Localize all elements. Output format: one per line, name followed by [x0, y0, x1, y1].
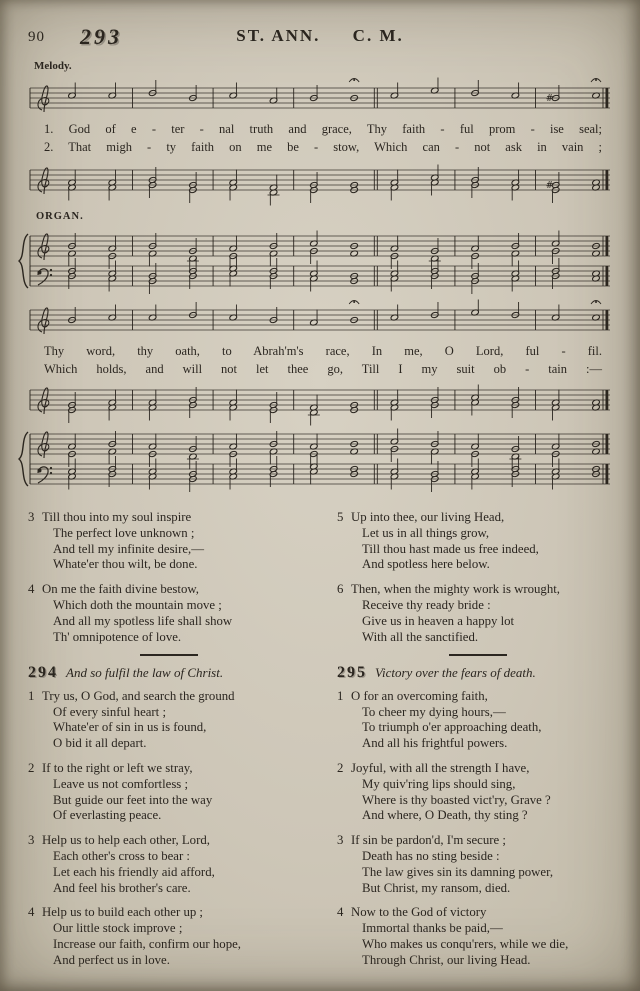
stanza-line: Of everlasting peace.	[53, 808, 162, 823]
stanza-line: But Christ, my ransom, died.	[362, 880, 511, 895]
stanza-line: Till thou into my soul inspire	[42, 510, 192, 524]
stanza-line: And where, O Death, thy sting ?	[362, 808, 528, 823]
stanza	[28, 510, 309, 573]
lyric-line-3: Thy word, thy oath, to Abrah'm's race, In me, O Lord, ful - fil.	[44, 344, 602, 358]
stanza-line: Death has no sting beside :	[362, 849, 500, 864]
page-header	[0, 26, 640, 56]
stanza-line: Each other's cross to bear :	[53, 849, 190, 864]
stanza	[337, 689, 618, 752]
stanza-line: Our little stock improve ;	[53, 921, 183, 936]
stanza-line: Till thou hast made us free indeed,	[362, 541, 539, 556]
stanza-number: 3	[28, 510, 35, 524]
tune-number: 293	[80, 24, 122, 49]
stanza-line: Whate'er thou wilt, be done.	[53, 557, 198, 572]
svg-text:#: #	[545, 94, 554, 104]
stanza-number: 1	[337, 688, 344, 703]
stanza-line: But guide our feet into the way	[53, 792, 213, 807]
stanza-number: 5	[337, 510, 344, 524]
stanza	[28, 905, 309, 968]
hymn-title: Victory over the fears of death.	[375, 664, 536, 680]
stanza-number: 3	[337, 833, 344, 848]
stanza-line: And feel his brother's care.	[53, 880, 191, 895]
lyric-line-4: Which holds, and will not let thee go, Till I my suit ob - tain :—	[44, 362, 602, 376]
stanza-number: 2	[337, 761, 344, 776]
stanza-line: The law gives sin its damning power,	[362, 864, 554, 879]
stanza-line: Up into thee, our living Head,	[351, 510, 505, 524]
stanza-line: Of every sinful heart ;	[53, 704, 166, 719]
stanza-line: And all my spotless life shall show	[53, 613, 233, 628]
stanza-number: 4	[337, 905, 344, 920]
stanza-number: 6	[337, 582, 344, 597]
stanza-line: The perfect love unknown ;	[53, 525, 195, 540]
stanza-line: Then, when the mighty work is wrought,	[351, 582, 560, 597]
verse-column-left	[28, 510, 309, 978]
stanza-line: And spotless here below.	[362, 557, 490, 572]
stanza-line: Receive thy ready bride :	[362, 597, 491, 612]
stanza-number: 3	[28, 833, 35, 848]
stanza-line: To triumph o'er approaching death,	[362, 720, 542, 735]
stanza-line: And all his frightful powers.	[362, 736, 508, 751]
stanza-line: Through Christ, our living Head.	[362, 952, 531, 967]
stanza-line: O bid it all depart.	[53, 736, 147, 751]
stanza	[337, 510, 618, 573]
verse-column-right	[337, 510, 618, 978]
stanza-line: O for an overcoming faith,	[351, 688, 488, 703]
stanza-line: Which doth the mountain move ;	[53, 597, 222, 612]
stanza	[337, 833, 618, 896]
stanza	[337, 582, 618, 645]
stanza-line: And perfect us in love.	[53, 952, 170, 967]
hymn-title: And so fulfil the law of Christ.	[66, 664, 224, 680]
stanza-line: Now to the God of victory	[351, 905, 487, 920]
stanza	[337, 905, 618, 968]
stanza-line: Where is thy boasted vict'ry, Grave ?	[362, 792, 551, 807]
hymn-number: 294	[28, 663, 58, 681]
stanza-line: Help us to build each other up ;	[42, 905, 203, 920]
tune-title: ST. ANN.	[236, 26, 321, 45]
stanza-line: If sin be pardon'd, I'm secure ;	[351, 833, 506, 848]
stanza-line: Let us in all things grow,	[362, 525, 490, 540]
stanza	[28, 582, 309, 645]
stanza-line: Leave us not comfortless ;	[53, 776, 189, 791]
stanza-line: Whate'er of sin in us is found,	[53, 720, 207, 735]
svg-text:#: #	[545, 181, 554, 191]
page-number: 90	[28, 29, 45, 45]
melody-label: Melody.	[34, 60, 72, 72]
section-divider	[140, 654, 198, 656]
stanza-number: 2	[28, 761, 35, 776]
stanza-number: 1	[28, 688, 35, 703]
stanza-line: Joyful, with all the strength I have,	[351, 761, 530, 776]
stanza-line: Try us, O God, and search the ground	[42, 688, 235, 703]
stanza-line: If to the right or left we stray,	[42, 761, 193, 776]
section-divider	[449, 654, 507, 656]
stanza-line: Who makes us conqu'rers, while we die,	[362, 937, 569, 952]
stanza-line: Th' omnipotence of love.	[53, 629, 182, 644]
lyric-line-2: 2. That migh - ty faith on me be - stow, Which can - not ask in vain ;	[44, 140, 602, 154]
stanza-line: My quiv'ring lips should sing,	[362, 776, 516, 791]
hymn-number: 295	[337, 663, 367, 681]
lyric-line-1: 1. God of e - ter - nal truth and grace, Thy faith - ful prom - ise seal;	[44, 122, 602, 136]
stanza-line: And tell my infinite desire,—	[53, 541, 205, 556]
stanza	[28, 761, 309, 824]
stanza	[337, 761, 618, 824]
stanza-line: Immortal thanks be paid,—	[362, 921, 503, 936]
stanza-number: 4	[28, 582, 35, 597]
stanza-line: To cheer my dying hours,—	[362, 704, 506, 719]
stanza-line: Give us in heaven a happy lot	[362, 613, 515, 628]
stanza	[28, 689, 309, 752]
stanza	[28, 833, 309, 896]
stanza-line: With all the sanctified.	[362, 629, 479, 644]
stanza-line: On me the faith divine bestow,	[42, 582, 199, 597]
tune-meter: C. M.	[352, 26, 404, 45]
stanza-line: Let each his friendly aid afford,	[53, 864, 215, 879]
stanza-number: 4	[28, 905, 35, 920]
hymn-heading	[28, 664, 309, 682]
stanza-line: Increase our faith, confirm our hope,	[53, 937, 241, 952]
stanza-line: Help us to help each other, Lord,	[42, 833, 210, 848]
hymn-heading	[337, 664, 618, 682]
verse-area	[28, 510, 618, 978]
organ-label: ORGAN.	[36, 211, 84, 222]
